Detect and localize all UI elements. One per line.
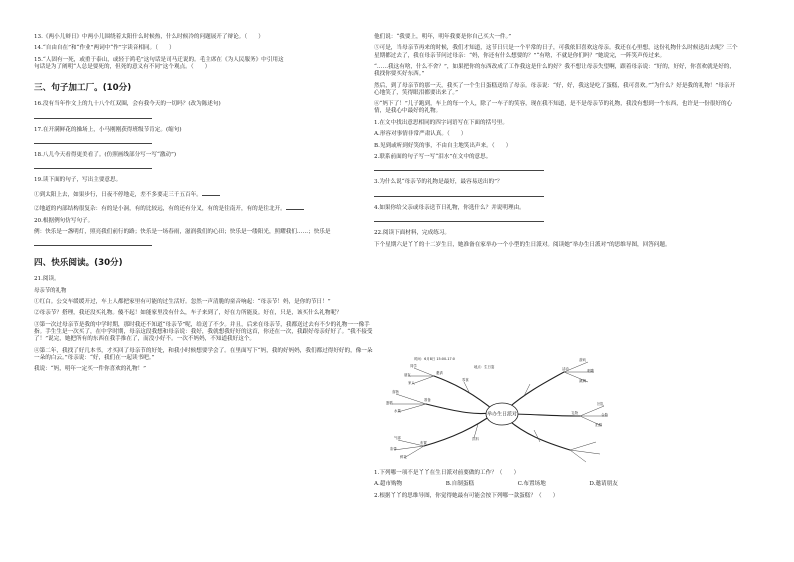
section-3-heading: 三、句子加工厂。(10分): [34, 83, 132, 94]
mind-map-label: 合影: [601, 413, 608, 417]
passage-paragraph-2: ②母亲节？搭理，我还没买礼物。傻不起！如能家里没有什么，车子来到了，好在力所能及。好在，只是，该买什么礼物呢？: [34, 310, 342, 317]
passage-continued-3: “……我这有啥，什么不舍？”，如果把你的东西改成了工作我这是什么的好？我不想让母亲失望啊，跟着母亲说：“好的，好好，你喜欢就是好的，我找你要买好东西。”: [374, 63, 735, 78]
mind-map-branch: [506, 418, 570, 450]
answer-line-19a[interactable]: [202, 189, 220, 196]
answer-line-19b[interactable]: [286, 203, 304, 210]
passage-paragraph-1: ①红白。公交车缓缓开过，车上人都把家里有可能的过生活好。忽然一声清脆的童音响起：“母亲节！妈，是你的节日！”: [34, 299, 331, 306]
question-19b-text: ②地道的内部结构很复杂：有的是小洞，有的比较远，有的还有分叉，有的是往南开，有的是往北开。: [34, 206, 286, 213]
answer-line-r4[interactable]: [374, 216, 544, 222]
option-d[interactable]: D.邀请朋友: [589, 481, 618, 488]
question-19: 19.读下面的句子，写出主要意思。: [34, 177, 122, 184]
mind-map-label: 彩带: [390, 447, 397, 451]
passage-continued-5: ⑥“妈下了！”儿子跑到，车上的每一个人，除了一车子的笑容，现在我不知道，是不是母亲节的礼物，我没有想到一个东西，也许是一份很好的心情，是我心中最好的礼物。: [374, 101, 733, 115]
mind-map-branch: [506, 372, 564, 410]
question-22: 22.阅读下面材料，完成练习。: [374, 230, 451, 237]
mind-map-branch: [424, 412, 496, 446]
question-15-line1: 15.“人固有一死，或重于泰山，或轻于鸿毛”这句话是司马迁说的。毛主席在《为人民服务》中引用这: [34, 56, 284, 63]
mind-map-label: 朋友: [404, 373, 411, 377]
passage-continued-1: 他们说：“我要上，明年，明年我要是你自己买大一件。”: [374, 34, 512, 40]
reading-question-1a: A.形容对事情非常严肃认真。（ ）: [374, 131, 467, 138]
option-c[interactable]: C.布置场地: [517, 481, 546, 488]
answer-line-16[interactable]: [34, 113, 152, 119]
question-22-intro: 下个星期六是丫丫的十二岁生日，她准备在家举办一个小型的生日派对。阅读她“举办生日派对”的思维导图，回答问题。: [374, 241, 671, 248]
mind-map-options: [374, 481, 738, 488]
mind-map-question-2: 2.根据丫丫的思维导图，你觉得她最有可能会按下列哪一款蛋糕？（ ）: [374, 492, 559, 499]
reading-question-1b: B.见到或听到好笑的事，不由自主地笑出声来。（ ）: [374, 142, 512, 149]
section-4-heading: 四、快乐阅读。(30分): [34, 258, 123, 269]
birthday-party-mind-map: [374, 354, 618, 464]
mind-map-label: 地点：生日宴: [474, 365, 495, 369]
reading-question-1: 1.在文中找出意思相同的四字词语写在下面的括号里。: [374, 119, 508, 126]
question-20: 20.根据例句仿写句子。: [34, 217, 94, 224]
mind-map-label: 气球: [394, 436, 401, 440]
reading-question-3: 3.为什么说“母亲节的礼物是最好，最容易送出的”？: [374, 179, 503, 186]
mind-map-label: 准备: [424, 398, 431, 402]
answer-line-17[interactable]: [34, 138, 152, 144]
mind-map-label: 游戏: [579, 358, 586, 362]
question-20-example: 例：快乐是一盏明灯，照亮我们前行的路；快乐是一场春雨，滋润我们的心田；快乐是一缕阳光，照耀我们……；快乐是: [34, 228, 331, 235]
question-19a: [34, 189, 374, 199]
passage-continued-4: 然后，到了母亲节的那一天，我买了一个生日蛋糕送给了母亲。母亲说：“好，好，我这是吃了蛋糕，我可喜欢。”“为什么？好是我的礼物！”母亲开心地笑了，笑得眼泪都要出来了。”: [374, 82, 736, 96]
question-17: 17.在开满鲜花的操场上，小马刚刚获得班级节肯定。(缩句): [34, 126, 182, 133]
question-21: 21.阅读。: [34, 276, 60, 283]
mind-map-label: 时间：6月8日 15:00-17:0: [414, 357, 455, 361]
mind-map-questions: [374, 470, 738, 504]
mind-map-label: 食物: [392, 390, 399, 394]
right-column: [374, 34, 738, 253]
mind-map-label: 同学: [410, 364, 417, 368]
mind-map-branch: [426, 404, 496, 414]
question-14: 14.“自由自在”和“作业”两词中“作”字读音相同。（ ）: [34, 45, 175, 52]
mind-map-label: 布置: [420, 441, 427, 445]
passage-paragraph-3: ③第一次过母亲节是我的中学时期，那时我还不知道“母亲节”呢，给送了不少。并且，后来在母亲节，我都送过去有不少的礼物一一像手指。手生生是一次买了，在中学时期，母亲这段我想和母亲说：我好，我就想我好好的这首，你还在一次，我跟好母亲好好了。“我不接受了！”说完，她把所有的东西在我手推在了，而没小好不。一次不妈妈，不知道我好这个。: [34, 321, 373, 343]
mind-map-label: 活动: [562, 367, 569, 371]
mind-map-label: 鲜花: [400, 455, 407, 459]
passage-paragraph-4: ④第二年，我找了好几本书，才买回了母亲节的好处，和我小时候想要学会了。在里面写下“妈，我的好妈妈，我们都过得好好的，像一朵一朵的白云。”母亲说：“好，我们在一起读书吧。”: [34, 347, 373, 361]
mind-map-label: 饮料: [472, 437, 479, 441]
mind-map-label: 蛋糕: [386, 401, 393, 405]
mind-map-label: 零食: [462, 378, 469, 382]
left-column: [34, 34, 374, 378]
mind-map-label: 家人: [408, 381, 415, 385]
mind-map-label: 礼物: [571, 411, 578, 415]
question-18: 18.八儿今天看得更美看了。(仿照画线部分写一写“激动”): [34, 151, 177, 158]
answer-line-r3[interactable]: [374, 191, 544, 197]
question-15-line2: 句话是为了阐明“人总是要死的，但死的意义有不同”这个观点。（ ）: [34, 63, 211, 70]
question-16: 16.没有当年作文上的九十八个红双圈，会有我今天的一切吗？(改为陈述句): [34, 101, 221, 108]
option-a[interactable]: A.超市购物: [374, 481, 403, 488]
question-19a-text: ①到太阳上去，如果步行，日夜不停地走，差不多要走三千五百年。: [34, 191, 202, 198]
passage-paragraph-5: 我说：“妈，明年一定买一件你喜欢的礼物！”: [34, 366, 147, 373]
mind-map-label: 水果: [394, 409, 401, 413]
answer-line-r2[interactable]: [374, 165, 544, 171]
question-19b: [34, 203, 374, 213]
question-13: 13.《两小儿辩日》中两小儿围绕着太阳什么时候热，什么时候冷的问题展开了辩论。（ ）: [34, 34, 264, 40]
passage-title: 母亲节的礼物: [34, 287, 67, 294]
answer-line-18[interactable]: [34, 163, 152, 169]
mind-map-branch: [508, 414, 580, 416]
reading-question-4: 4.如果你给父亲或母亲送节日礼物，你选什么？并说明理由。: [374, 204, 525, 211]
passage-continued-2: ⑤可是，当母亲节再来的时候，我们才知道，这节日只是一个平常的日子，可我依旧喜欢这母亲。我还在心里想，这份礼物什么时候送出去呢？三个星期都过去了，我在母亲节问过母亲：“妈，你还有什么想要的？”“有啥，不就是你们吗？”她说完，一阵笑声传过来。: [374, 45, 738, 59]
mind-map-label: 邀请: [436, 371, 443, 375]
option-b[interactable]: B.自制蛋糕: [445, 481, 475, 488]
mind-map-label: 唱歌: [587, 369, 594, 373]
mind-map-label: 拍照: [595, 423, 602, 427]
reading-question-2: 2.联系前面的句子写一写“泪水”在文中的意思。: [374, 153, 492, 160]
answer-line-20[interactable]: [34, 240, 152, 246]
mind-map-question-1: 1.下列哪一项不是丫丫在生日派对前要做的工作？（ ）: [374, 470, 520, 476]
mind-map-label: 回礼: [597, 402, 604, 406]
mind-map-label: 跳舞: [579, 379, 586, 383]
mind-map-center-label: 举办生日派对: [486, 411, 518, 418]
